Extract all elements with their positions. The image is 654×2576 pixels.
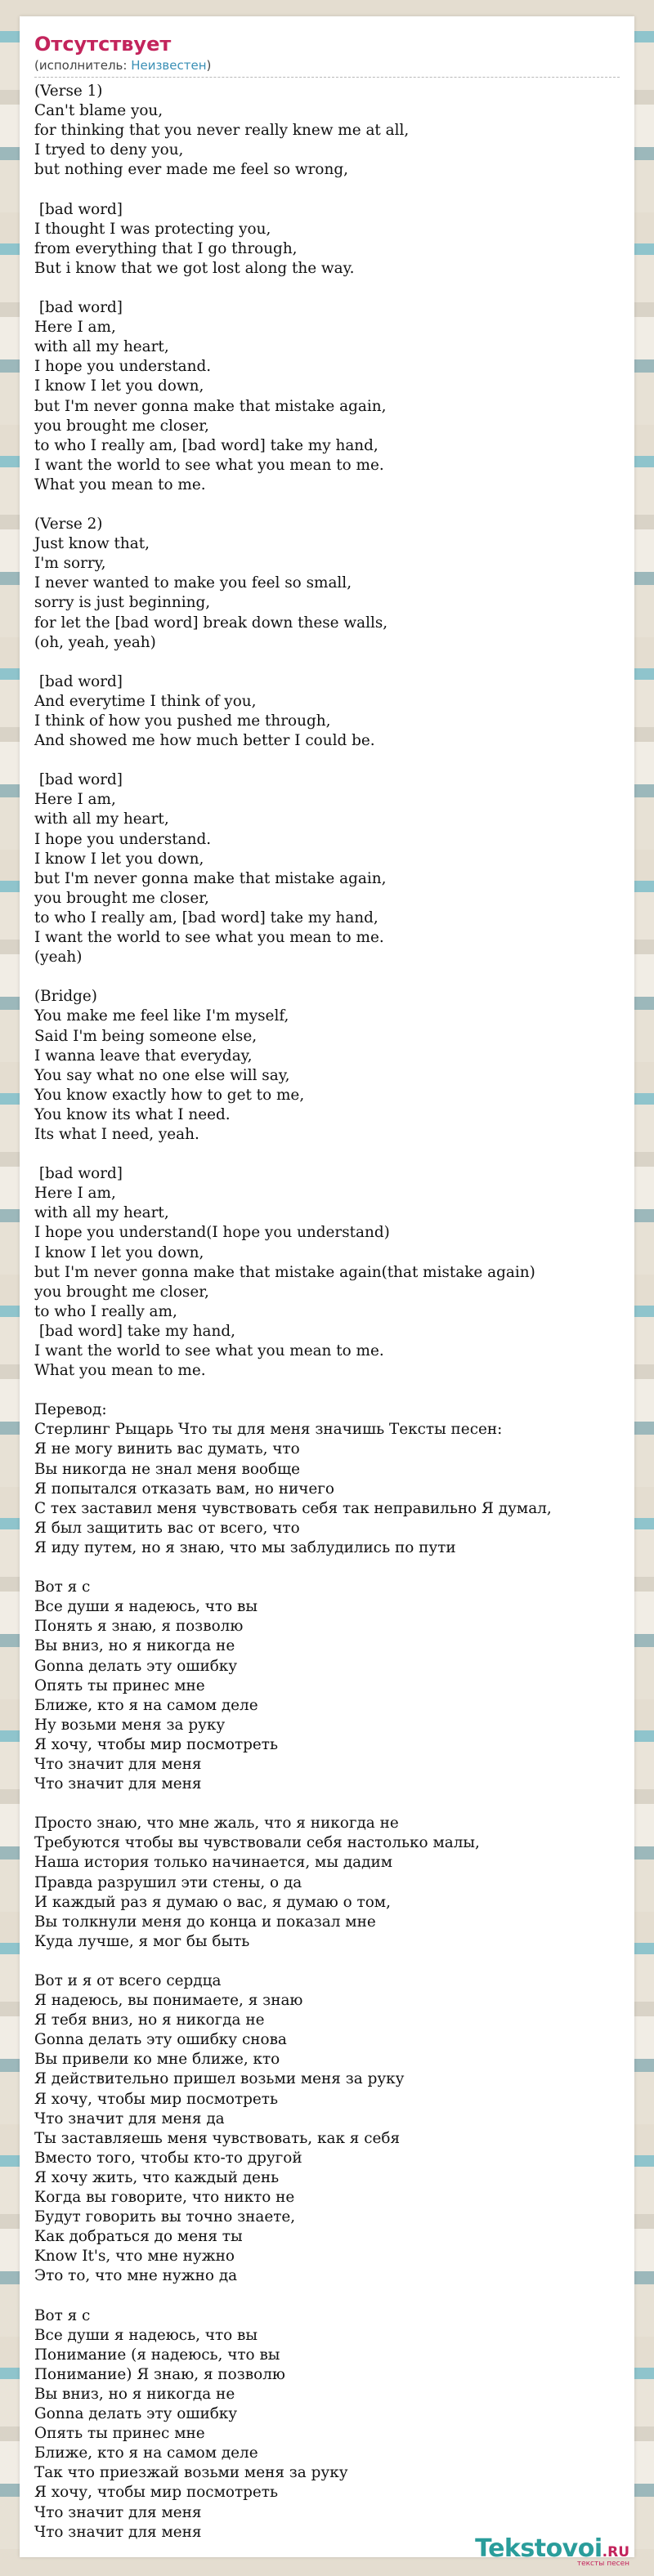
logo-tld: .RU xyxy=(602,2544,629,2560)
site-logo[interactable] xyxy=(475,2534,629,2568)
song-title: Отсутствует xyxy=(34,33,172,56)
artist-link[interactable]: Неизвестен xyxy=(131,58,207,73)
logo-tagline: тексты песен xyxy=(576,2560,629,2568)
artist-suffix: ) xyxy=(206,58,212,73)
song-header xyxy=(34,31,620,78)
lyrics-text: (Verse 1) Can't blame you, for thinking that you never really knew me at all, I tryed to deny you, but nothing ever made me feel so wrong, [bad word] I thought I was protecting you, from everything that I go through, But i know that we got lost along the way. [bad word] Here I am, with all my heart, I hope you understand. I know I let you down, but I'm never gonna make that mistake again, you brought me closer, to who I really am, [bad word] take my hand, I want the world to see what you mean to me. What you mean to me. (Verse 2) Just know that, I'm sorry, I never wanted to make you feel so small, sorry is just beginning, for let the [bad word] break down these walls, (oh, yeah, yeah) [bad word] And everytime I think of you, I think of how you pushed me through, And showed me how much better I could be. [bad word] Here I am, with all my heart, I hope you understand. I know I let you down, but I'm never gonna make that mistake again, you brought me closer, to who I really am, [bad word] take my hand, I want the world to see what you mean to me. (yeah) (Bridge) You make me feel like I'm myself, Said I'm being someone else, I wanna leave that everyday, You say what no one else will say, You know exactly how to get to me, You know its what I need. Its what I need, yeah. [bad word] Here I am, with all my heart, I hope you understand(I hope you understand) I know I let you down, but I'm never gonna make that mistake again(that mistake again) you brought me closer, to who I really am, [bad word] take my hand, I want the world to see what you mean to me. What you mean to me. Перевод: Стерлинг Рыцарь Что ты для меня значишь Тексты песен: Я не могу винить вас думать, что Вы никогда не знал меня вообще Я попытался отказать вам, но ничего С тех заставил меня чувствовать себя так неправильно Я думал, Я был защитить вас от всего, что Я иду путем, но я знаю, что мы заблудились по пути Вот я с Все души я надеюсь, что вы Понять я знаю, я позволю Вы вниз, но я никогда не Gonna делать эту ошибку Опять ты принес мне Ближе, кто я на самом деле Ну возьми меня за руку Я хочу, чтобы мир посмотреть Что значит для меня Что значит для меня Просто знаю, что мне жаль, что я никогда не Требуются чтобы вы чувствовали себя настолько малы, Наша история только начинается, мы дадим Правда разрушил эти стены, о да И каждый раз я думаю о вас, я думаю о том, Вы толкнули меня до конца и показал мне Куда лучше, я мог бы быть Вот и я от всего сердца Я надеюсь, вы понимаете, я знаю Я тебя вниз, но я никогда не Gonna делать эту ошибку снова Вы привели ко мне ближе, кто Я действительно пришел возьми меня за руку Я хочу, чтобы мир посмотреть Что значит для меня да Ты заставляешь меня чувствовать, как я себя Вместо того, чтобы кто-то другой Я хочу жить, что каждый день Когда вы говорите, что никто не Будут говорить вы точно знаете, Как добраться до меня ты Know It's, что мне нужно Это то, что мне нужно да Вот я с Все души я надеюсь, что вы Понимание (я надеюсь, что вы Понимание) Я знаю, я позволю Вы вниз, но я никогда не Gonna делать эту ошибку Опять ты принес мне Ближе, кто я на самом деле Так что приезжай возьми меня за руку Я хочу, чтобы мир посмотреть Что значит для меня Что значит для меня xyxy=(34,83,552,2541)
logo-name: Tekstovoi xyxy=(475,2534,602,2563)
artist-line xyxy=(34,57,620,78)
lyrics-card xyxy=(20,16,634,2557)
artist-prefix: (исполнитель: xyxy=(34,58,132,73)
